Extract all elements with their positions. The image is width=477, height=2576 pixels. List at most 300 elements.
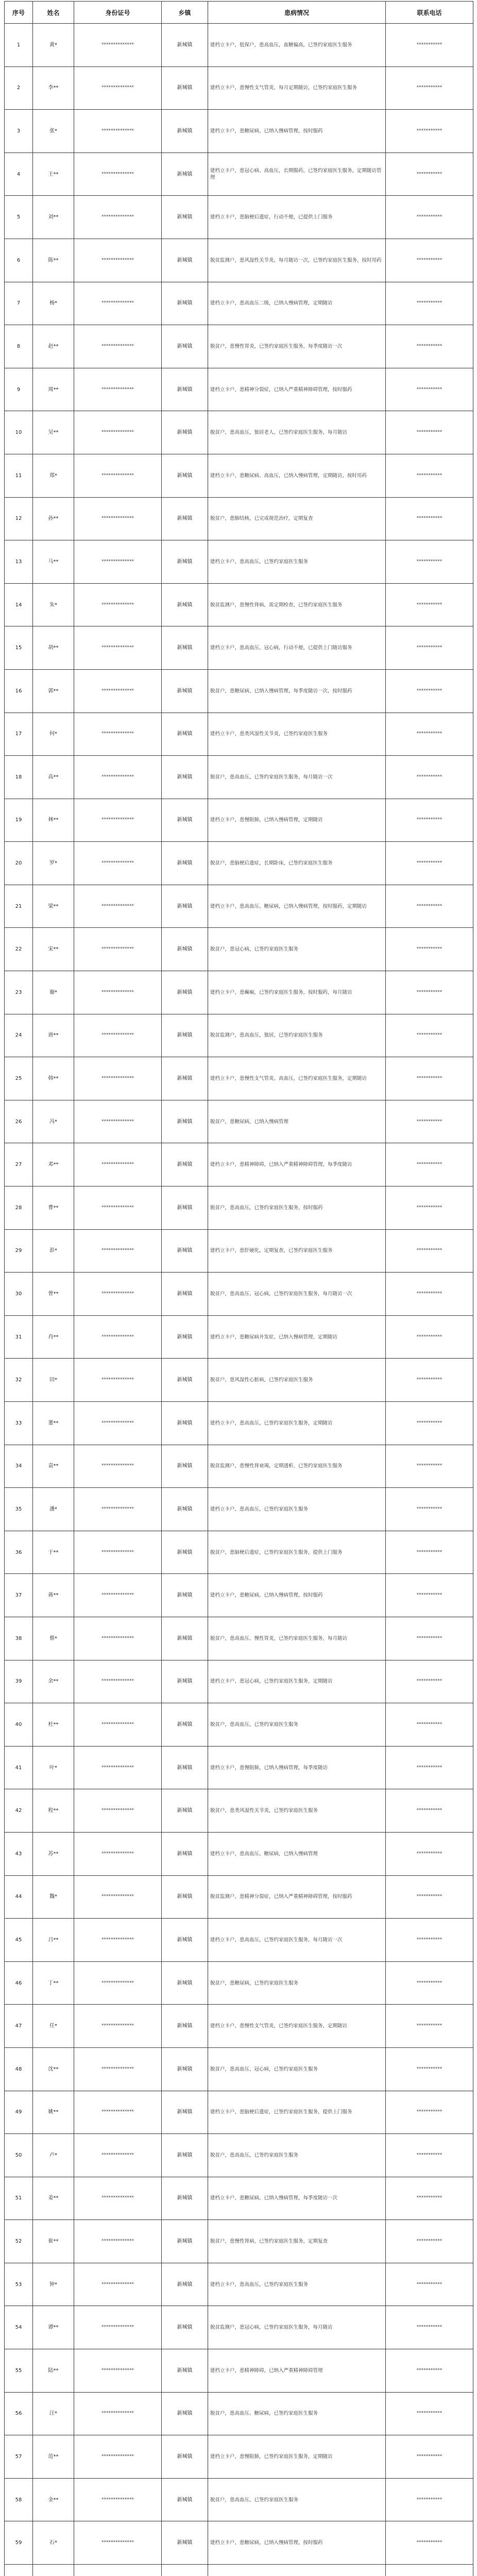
table-row	[5, 756, 473, 799]
row-index: 57	[5, 2435, 33, 2479]
row-town: 新城镇	[162, 2220, 208, 2263]
row-phone: ***********	[386, 1660, 473, 1703]
row-index: 34	[5, 1445, 33, 1488]
row-name: 何*	[33, 713, 74, 756]
row-town: 新城镇	[162, 928, 208, 971]
row-index: 51	[5, 2177, 33, 2220]
row-condition: 脱贫户，患风湿性心脏病，已签约家庭医生服务	[208, 1359, 386, 1402]
table-row	[5, 540, 473, 584]
row-name: 孙**	[33, 497, 74, 540]
row-phone: ***********	[386, 66, 473, 110]
row-condition: 脱贫户，患慢性肾病，已签约家庭医生服务，定期复查	[208, 2220, 386, 2263]
row-town: 新城镇	[162, 1187, 208, 1230]
row-town: 新城镇	[162, 1531, 208, 1574]
row-phone: ***********	[386, 2478, 473, 2521]
table-row	[5, 885, 473, 928]
table-row	[5, 2263, 473, 2306]
row-name: 韩**	[33, 1057, 74, 1100]
row-condition: 脱贫户，患肺结核，已完成规范治疗，定期复查	[208, 497, 386, 540]
row-phone: ***********	[386, 2521, 473, 2565]
row-name: 姚**	[33, 2091, 74, 2134]
row-condition: 建档立卡户，患慢阻肺，已纳入慢病管理，每季度随访	[208, 1746, 386, 1789]
row-index: 10	[5, 411, 33, 454]
row-id-number: **************	[74, 2521, 162, 2565]
row-index: 48	[5, 2047, 33, 2091]
row-condition: 建档立卡户，患精神障碍，已纳入严重精神障碍管理	[208, 2349, 386, 2393]
row-index: 26	[5, 1100, 33, 1143]
row-town: 新城镇	[162, 1660, 208, 1703]
row-id-number: **************	[74, 669, 162, 713]
table-row	[5, 2220, 473, 2263]
table-row	[5, 2005, 473, 2048]
row-name: 潘*	[33, 1488, 74, 1531]
row-name: 曾**	[33, 1273, 74, 1316]
row-phone: ***********	[386, 1703, 473, 1747]
row-name: 马**	[33, 540, 74, 584]
row-id-number: **************	[74, 368, 162, 411]
row-index: 7	[5, 282, 33, 325]
row-name: 吕**	[33, 1919, 74, 1962]
row-name: 郭**	[33, 669, 74, 713]
row-name: 叶*	[33, 1746, 74, 1789]
row-condition: 建档立卡户，患高血压，已签约家庭医生服务，每月随访一次	[208, 1919, 386, 1962]
row-index: 32	[5, 1359, 33, 1402]
row-town: 新城镇	[162, 1359, 208, 1402]
row-index: 40	[5, 1703, 33, 1747]
table-row	[5, 1402, 473, 1445]
row-town: 新城镇	[162, 1315, 208, 1359]
row-id-number: **************	[74, 1143, 162, 1187]
row-condition: 脱贫户，患糖尿病，已纳入慢病管理	[208, 1100, 386, 1143]
row-phone: ***********	[386, 1789, 473, 1833]
row-town: 新城镇	[162, 971, 208, 1014]
row-index: 39	[5, 1660, 33, 1703]
row-phone: ***********	[386, 2047, 473, 2091]
row-index: 18	[5, 756, 33, 799]
row-id-number: **************	[74, 1961, 162, 2005]
row-index: 56	[5, 2392, 33, 2435]
row-town: 新城镇	[162, 669, 208, 713]
row-phone: ***********	[386, 1919, 473, 1962]
table-row	[5, 1143, 473, 1187]
row-condition: 建档立卡户，患高血压，已签约家庭医生服务	[208, 2263, 386, 2306]
row-condition: 建档立卡户，患糖尿病并发症，已纳入慢病管理，定期随访	[208, 1315, 386, 1359]
row-index: 53	[5, 2263, 33, 2306]
row-phone: ***********	[386, 1961, 473, 2005]
row-id-number: **************	[74, 2220, 162, 2263]
row-id-number: **************	[74, 626, 162, 670]
row-phone: ***********	[386, 1359, 473, 1402]
row-index: 36	[5, 1531, 33, 1574]
row-index: 31	[5, 1315, 33, 1359]
row-index: 46	[5, 1961, 33, 2005]
row-condition: 脱贫户，患高血压，已签约家庭医生服务，按时服药	[208, 1187, 386, 1230]
table-row	[5, 497, 473, 540]
row-index: 6	[5, 239, 33, 282]
table-row	[5, 2565, 473, 2576]
table-row	[5, 928, 473, 971]
row-index: 12	[5, 497, 33, 540]
row-id-number: **************	[74, 1617, 162, 1660]
row-phone: ***********	[386, 1531, 473, 1574]
row-id-number: **************	[74, 971, 162, 1014]
row-name: 高**	[33, 756, 74, 799]
row-name: 任*	[33, 2005, 74, 2048]
row-name: 冯*	[33, 1100, 74, 1143]
row-name: 于**	[33, 1531, 74, 1574]
row-phone: ***********	[386, 1100, 473, 1143]
row-town: 新城镇	[162, 1229, 208, 1273]
row-name: 周**	[33, 368, 74, 411]
row-name: 谢*	[33, 971, 74, 1014]
row-id-number: **************	[74, 1789, 162, 1833]
row-town: 新城镇	[162, 411, 208, 454]
row-phone: ***********	[386, 2091, 473, 2134]
row-town: 新城镇	[162, 2177, 208, 2220]
row-phone: ***********	[386, 1875, 473, 1919]
row-condition: 脱贫户，患脑梗后遗症，已签约家庭医生服务，提供上门服务	[208, 1531, 386, 1574]
row-condition: 脱贫户，患高血压，已签约家庭医生服务	[208, 1703, 386, 1747]
row-phone: ***********	[386, 24, 473, 67]
row-id-number: **************	[74, 497, 162, 540]
row-index: 3	[5, 110, 33, 153]
table-row	[5, 368, 473, 411]
row-condition: 脱贫监测户，患慢性肾病，需定期检查，已签约家庭医生服务	[208, 583, 386, 626]
row-name: 姜**	[33, 2177, 74, 2220]
row-index: 30	[5, 1273, 33, 1316]
row-town: 新城镇	[162, 454, 208, 497]
row-condition: 建档立卡户，患慢性支气管炎，已签约家庭医生服务，定期随访	[208, 2005, 386, 2048]
row-town: 新城镇	[162, 1961, 208, 2005]
table-row	[5, 1100, 473, 1143]
row-id-number: **************	[74, 2478, 162, 2521]
row-phone: ***********	[386, 2177, 473, 2220]
row-phone: ***********	[386, 713, 473, 756]
table-row	[5, 1919, 473, 1962]
row-condition: 脱贫监测户，患高血压，独居，已签约家庭医生服务	[208, 1014, 386, 1057]
row-id-number: **************	[74, 2263, 162, 2306]
table-row	[5, 1315, 473, 1359]
row-name: 杜**	[33, 1703, 74, 1747]
row-index: 49	[5, 2091, 33, 2134]
table-row	[5, 411, 473, 454]
table-row	[5, 2478, 473, 2521]
row-condition: 脱贫户，患脑梗后遗症，长期卧床，已签约家庭医生服务	[208, 842, 386, 885]
row-town: 新城镇	[162, 196, 208, 239]
row-index: 54	[5, 2306, 33, 2349]
row-index: 11	[5, 454, 33, 497]
table-row	[5, 669, 473, 713]
row-town: 新城镇	[162, 2392, 208, 2435]
table-row	[5, 713, 473, 756]
table-row	[5, 842, 473, 885]
row-phone: ***********	[386, 1273, 473, 1316]
row-id-number: **************	[74, 2306, 162, 2349]
row-phone: ***********	[386, 799, 473, 842]
row-name: 陈**	[33, 239, 74, 282]
row-town: 新城镇	[162, 24, 208, 67]
row-id-number: **************	[74, 1919, 162, 1962]
row-condition: 建档立卡户，患慢性支气管炎、高血压，已签约家庭医生服务，定期随访	[208, 1057, 386, 1100]
row-id-number: **************	[74, 2091, 162, 2134]
row-condition: 建档立卡户，患糖尿病，已纳入慢病管理，每季度随访一次	[208, 2177, 386, 2220]
row-town: 新城镇	[162, 2091, 208, 2134]
row-index: 14	[5, 583, 33, 626]
row-id-number: **************	[74, 1014, 162, 1057]
table-row	[5, 2306, 473, 2349]
row-condition: 脱贫监测户，患慢性肾衰竭，定期透析，已签约家庭医生服务	[208, 1445, 386, 1488]
row-name: 崔**	[33, 2220, 74, 2263]
row-name: 范**	[33, 2435, 74, 2479]
row-index: 45	[5, 1919, 33, 1962]
table-row	[5, 110, 473, 153]
row-id-number: **************	[74, 1359, 162, 1402]
row-id-number: **************	[74, 1875, 162, 1919]
header-index: 序号	[5, 2, 33, 24]
row-id-number: **************	[74, 583, 162, 626]
table-row	[5, 239, 473, 282]
row-index: 4	[5, 152, 33, 196]
row-town: 新城镇	[162, 1832, 208, 1875]
row-id-number: **************	[74, 1057, 162, 1100]
row-id-number: **************	[74, 1229, 162, 1273]
row-name: 金**	[33, 2478, 74, 2521]
row-index: 27	[5, 1143, 33, 1187]
row-name: 李**	[33, 66, 74, 110]
row-town: 新城镇	[162, 799, 208, 842]
row-phone: ***********	[386, 2005, 473, 2048]
row-phone: ***********	[386, 2263, 473, 2306]
row-town: 新城镇	[162, 2263, 208, 2306]
row-index: 37	[5, 1574, 33, 1617]
table-body	[5, 24, 473, 2576]
header-town: 乡镇	[162, 2, 208, 24]
row-phone: ***********	[386, 885, 473, 928]
row-condition: 脱贫监测户，患冠心病，已签约家庭医生服务，每月随访	[208, 2306, 386, 2349]
row-condition: 建档立卡户，患慢阻肺，已纳入慢病管理，定期随访	[208, 799, 386, 842]
row-condition: 脱贫监测户，患风湿性关节炎，每月随访一次，已签约家庭医生服务，按时用药	[208, 239, 386, 282]
table-row	[5, 1014, 473, 1057]
row-phone: ***********	[386, 626, 473, 670]
row-phone: ***********	[386, 1402, 473, 1445]
row-phone: ***********	[386, 756, 473, 799]
table-row	[5, 1057, 473, 1100]
row-id-number: **************	[74, 1273, 162, 1316]
row-phone: ***********	[386, 282, 473, 325]
row-town: 新城镇	[162, 2306, 208, 2349]
row-id-number: **************	[74, 1531, 162, 1574]
row-phone: ***********	[386, 1445, 473, 1488]
row-condition: 建档立卡户，患高血压、糖尿病，已纳入慢病管理，按时服药，定期随访	[208, 885, 386, 928]
row-town: 新城镇	[162, 1919, 208, 1962]
row-phone	[386, 2565, 473, 2576]
row-town: 新城镇	[162, 110, 208, 153]
header-id-number: 身份证号	[74, 2, 162, 24]
row-phone: ***********	[386, 842, 473, 885]
row-index: 43	[5, 1832, 33, 1875]
row-condition: 建档立卡户，患高血压，已签约家庭医生服务	[208, 540, 386, 584]
row-index: 29	[5, 1229, 33, 1273]
table-row	[5, 2047, 473, 2091]
table-row	[5, 2091, 473, 2134]
row-index: 41	[5, 1746, 33, 1789]
table-row	[5, 2349, 473, 2393]
row-condition: 脱贫户，患高血压，独居老人，已签约家庭医生服务，每月随访	[208, 411, 386, 454]
row-index: 5	[5, 196, 33, 239]
table-row	[5, 66, 473, 110]
row-id-number: **************	[74, 2177, 162, 2220]
row-id-number	[74, 2565, 162, 2576]
row-id-number: **************	[74, 196, 162, 239]
row-name: 郑*	[33, 454, 74, 497]
row-id-number: **************	[74, 713, 162, 756]
row-id-number: **************	[74, 66, 162, 110]
row-phone: ***********	[386, 497, 473, 540]
table-row	[5, 152, 473, 196]
row-index: 44	[5, 1875, 33, 1919]
row-id-number: **************	[74, 1746, 162, 1789]
row-name: 汪*	[33, 2392, 74, 2435]
table-row	[5, 1660, 473, 1703]
table-row	[5, 1961, 473, 2005]
row-id-number: **************	[74, 2134, 162, 2177]
table-row	[5, 2521, 473, 2565]
row-town: 新城镇	[162, 66, 208, 110]
row-condition: 建档立卡户，患癫痫，已签约家庭医生服务，按时服药，每月随访	[208, 971, 386, 1014]
row-index	[5, 2565, 33, 2576]
table-row	[5, 1445, 473, 1488]
row-phone: ***********	[386, 368, 473, 411]
row-town: 新城镇	[162, 583, 208, 626]
row-index: 55	[5, 2349, 33, 2393]
row-condition: 脱贫户，患高血压，已签约家庭医生服务	[208, 2478, 386, 2521]
row-condition	[208, 2565, 386, 2576]
row-condition: 建档立卡户，患糖尿病，已纳入慢病管理，按时服药	[208, 1574, 386, 1617]
row-id-number: **************	[74, 2392, 162, 2435]
table-row	[5, 1359, 473, 1402]
row-phone: ***********	[386, 1488, 473, 1531]
row-id-number: **************	[74, 152, 162, 196]
row-condition: 建档立卡户，患高血压、糖尿病，已纳入慢病管理	[208, 1832, 386, 1875]
row-phone: ***********	[386, 583, 473, 626]
table-row	[5, 196, 473, 239]
table-row	[5, 2435, 473, 2479]
row-name: 沈**	[33, 2047, 74, 2091]
row-id-number: **************	[74, 842, 162, 885]
row-town: 新城镇	[162, 1273, 208, 1316]
table-row	[5, 1229, 473, 1273]
row-phone: ***********	[386, 669, 473, 713]
header-name: 姓名	[33, 2, 74, 24]
row-town: 新城镇	[162, 1789, 208, 1833]
row-name: 余**	[33, 1660, 74, 1703]
row-index: 16	[5, 669, 33, 713]
row-condition: 脱贫户，患高血压，已签约家庭医生服务	[208, 2134, 386, 2177]
row-town: 新城镇	[162, 368, 208, 411]
row-name	[33, 2565, 74, 2576]
row-town: 新城镇	[162, 1875, 208, 1919]
row-phone: ***********	[386, 1746, 473, 1789]
row-name: 肖**	[33, 1315, 74, 1359]
table-row	[5, 2392, 473, 2435]
row-phone: ***********	[386, 1832, 473, 1875]
row-town: 新城镇	[162, 2521, 208, 2565]
row-id-number: **************	[74, 540, 162, 584]
row-town: 新城镇	[162, 756, 208, 799]
row-condition: 建档立卡户，患冠心病、高血压，长期服药，已签约家庭医生服务，定期随访管理	[208, 152, 386, 196]
row-index: 8	[5, 325, 33, 368]
row-id-number: **************	[74, 282, 162, 325]
row-condition: 建档立卡户，患精神分裂症，已纳入严重精神障碍管理，按时服药	[208, 368, 386, 411]
row-condition: 建档立卡户，患高血压，已签约家庭医生服务	[208, 1488, 386, 1531]
row-index: 42	[5, 1789, 33, 1833]
row-id-number: **************	[74, 24, 162, 67]
row-town: 新城镇	[162, 1057, 208, 1100]
row-name: 苏**	[33, 1832, 74, 1875]
row-town: 新城镇	[162, 325, 208, 368]
row-name: 邓**	[33, 1143, 74, 1187]
row-id-number: **************	[74, 885, 162, 928]
table-row	[5, 325, 473, 368]
row-id-number: **************	[74, 799, 162, 842]
row-condition: 建档立卡户，患高血压、冠心病，行动不便，已提供上门随访服务	[208, 626, 386, 670]
row-index: 52	[5, 2220, 33, 2263]
row-condition: 脱贫监测户，患精神分裂症，已纳入严重精神障碍管理，按时服药	[208, 1875, 386, 1919]
table-row	[5, 1832, 473, 1875]
row-phone: ***********	[386, 2435, 473, 2479]
row-index: 20	[5, 842, 33, 885]
row-town	[162, 2565, 208, 2576]
row-condition: 建档立卡户，患慢性支气管炎，每月定期随访，已签约家庭医生服务	[208, 66, 386, 110]
row-index: 59	[5, 2521, 33, 2565]
row-index: 22	[5, 928, 33, 971]
row-phone: ***********	[386, 971, 473, 1014]
row-index: 50	[5, 2134, 33, 2177]
row-index: 58	[5, 2478, 33, 2521]
row-name: 袁**	[33, 1445, 74, 1488]
row-town: 新城镇	[162, 2478, 208, 2521]
row-id-number: **************	[74, 1488, 162, 1531]
row-name: 曹**	[33, 1187, 74, 1230]
row-town: 新城镇	[162, 626, 208, 670]
row-name: 丁**	[33, 1961, 74, 2005]
row-town: 新城镇	[162, 1100, 208, 1143]
table-row	[5, 626, 473, 670]
row-index: 23	[5, 971, 33, 1014]
row-phone: ***********	[386, 152, 473, 196]
row-phone: ***********	[386, 1187, 473, 1230]
row-town: 新城镇	[162, 540, 208, 584]
row-phone: ***********	[386, 1229, 473, 1273]
row-name: 黄*	[33, 24, 74, 67]
row-index: 47	[5, 2005, 33, 2048]
row-condition: 脱贫户，患冠心病，已签约家庭医生服务	[208, 928, 386, 971]
table-row	[5, 24, 473, 67]
row-phone: ***********	[386, 1617, 473, 1660]
row-id-number: **************	[74, 1703, 162, 1747]
header-phone: 联系电话	[386, 2, 473, 24]
row-id-number: **************	[74, 2047, 162, 2091]
row-name: 朱*	[33, 583, 74, 626]
row-condition: 脱贫户，患高血压、慢性胃炎，已签约家庭医生服务，每月随访	[208, 1617, 386, 1660]
row-name: 董**	[33, 1402, 74, 1445]
row-name: 谭**	[33, 2306, 74, 2349]
row-name: 程**	[33, 1789, 74, 1833]
row-index: 13	[5, 540, 33, 584]
table-row	[5, 971, 473, 1014]
row-town: 新城镇	[162, 885, 208, 928]
row-index: 21	[5, 885, 33, 928]
